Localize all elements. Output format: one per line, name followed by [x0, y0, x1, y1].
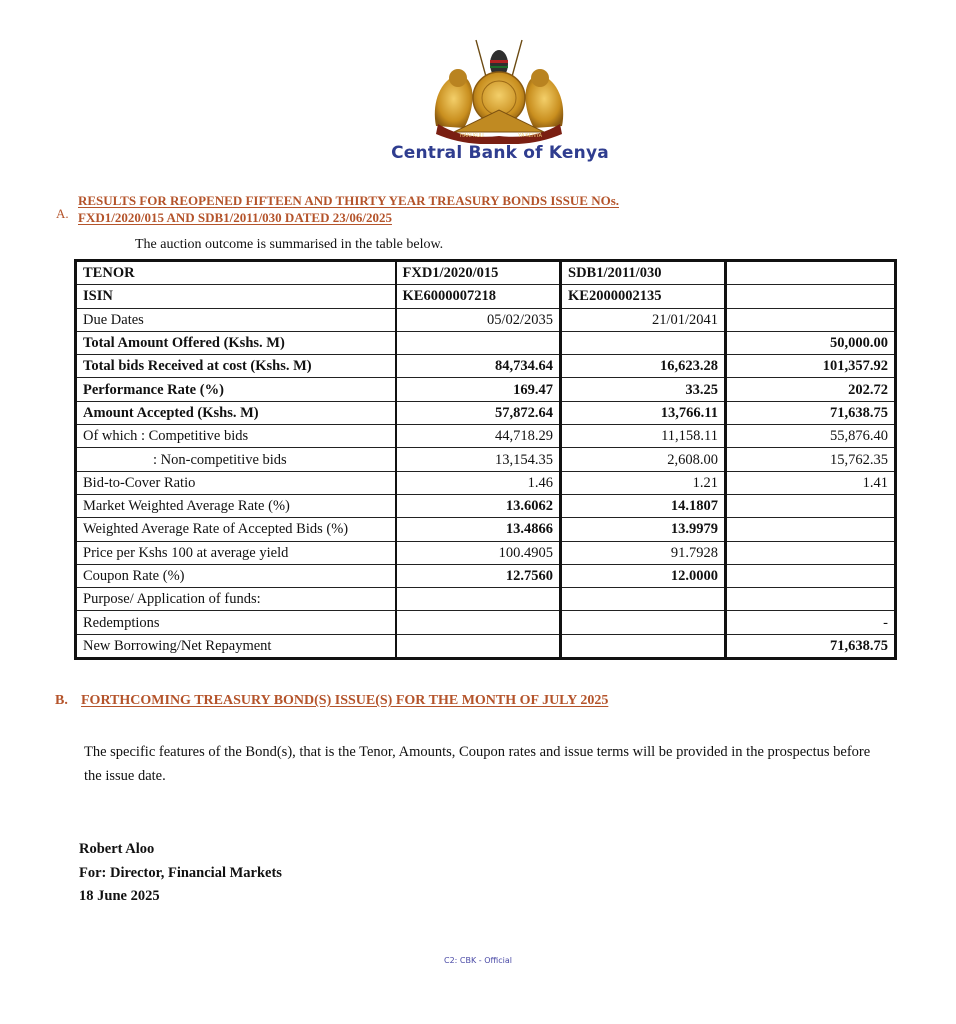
signatory-name: Robert Aloo — [79, 841, 155, 857]
value-cell-c2: 13,766.11 — [561, 401, 726, 424]
table-row — [76, 634, 896, 658]
value-cell-c3: 50,000.00 — [726, 331, 896, 354]
value-cell-c2: 2,608.00 — [561, 448, 726, 471]
signatory-title: For: Director, Financial Markets — [79, 864, 282, 881]
row-label-cell: New Borrowing/Net Repayment — [76, 634, 396, 658]
crest-motto-right-text: YA KENYA — [518, 133, 542, 139]
value-cell-c2: 11,158.11 — [561, 425, 726, 448]
value-cell-c3 — [726, 308, 896, 331]
table-row — [76, 355, 896, 378]
value-cell-c2: 12.0000 — [561, 564, 726, 587]
value-cell-c1: FXD1/2020/015 — [396, 261, 561, 285]
value-cell-c3 — [726, 564, 896, 587]
crest-motto-left-text: HAKI KUU — [460, 133, 484, 139]
value-cell-c1: 05/02/2035 — [396, 308, 561, 331]
section-a-letter: A. — [56, 206, 69, 221]
value-cell-c2: 33.25 — [561, 378, 726, 401]
value-cell-c2: 91.7928 — [561, 541, 726, 564]
value-cell-c1: 13.4866 — [396, 518, 561, 541]
value-cell-c1: 169.47 — [396, 378, 561, 401]
section-b-title: FORTHCOMING TREASURY BOND(S) ISSUE(S) FOR THE MONTH OF JULY 2025 — [81, 693, 609, 708]
value-cell-c2 — [561, 611, 726, 634]
row-label-cell: Price per Kshs 100 at average yield — [76, 541, 396, 564]
value-cell-c3 — [726, 518, 896, 541]
row-label-cell: Weighted Average Rate of Accepted Bids (%) — [76, 518, 396, 541]
value-cell-c1 — [396, 331, 561, 354]
value-cell-c3 — [726, 261, 896, 285]
table-row — [76, 541, 896, 564]
value-cell-c3 — [726, 285, 896, 308]
value-cell-c3: 1.41 — [726, 471, 896, 494]
value-cell-c3: - — [726, 611, 896, 634]
row-label-cell: Performance Rate (%) — [76, 378, 396, 401]
section-a-title-line1: RESULTS FOR REOPENED FIFTEEN AND THIRTY YEAR TREASURY BONDS ISSUE NOs. — [78, 193, 619, 208]
table-row — [76, 518, 896, 541]
value-cell-c1: 1.46 — [396, 471, 561, 494]
row-label-cell: : Non-competitive bids — [76, 448, 396, 471]
value-cell-c2: 14.1807 — [561, 494, 726, 517]
value-cell-c2: 1.21 — [561, 471, 726, 494]
value-cell-c1: 12.7560 — [396, 564, 561, 587]
auction-results-table — [74, 259, 897, 660]
value-cell-c1 — [396, 588, 561, 611]
value-cell-c2 — [561, 588, 726, 611]
table-row — [76, 494, 896, 517]
value-cell-c2 — [561, 331, 726, 354]
bank-name: Central Bank of Kenya — [391, 143, 609, 163]
table-row — [76, 588, 896, 611]
table-row — [76, 564, 896, 587]
value-cell-c1: 44,718.29 — [396, 425, 561, 448]
table-row — [76, 401, 896, 424]
value-cell-c2 — [561, 634, 726, 658]
value-cell-c1: 13.6062 — [396, 494, 561, 517]
section-b-letter: B. — [55, 693, 68, 708]
row-label-cell: Purpose/ Application of funds: — [76, 588, 396, 611]
table-row — [76, 285, 896, 308]
table-row — [76, 448, 896, 471]
section-a-title-line2: FXD1/2020/015 AND SDB1/2011/030 DATED 23/06/2025 — [78, 210, 392, 225]
row-label-cell: Total bids Received at cost (Kshs. M) — [76, 355, 396, 378]
value-cell-c2: 21/01/2041 — [561, 308, 726, 331]
row-label-cell: Total Amount Offered (Kshs. M) — [76, 331, 396, 354]
section-a-title — [78, 192, 798, 226]
row-label-cell: Market Weighted Average Rate (%) — [76, 494, 396, 517]
row-label-cell: Amount Accepted (Kshs. M) — [76, 401, 396, 424]
table-intro-text: The auction outcome is summarised in the table below. — [135, 237, 444, 252]
table-row — [76, 611, 896, 634]
value-cell-c3 — [726, 588, 896, 611]
table-row — [76, 378, 896, 401]
row-label-cell: Of which : Competitive bids — [76, 425, 396, 448]
cbk-crest-logo — [424, 36, 574, 144]
value-cell-c1 — [396, 611, 561, 634]
value-cell-c3: 101,357.92 — [726, 355, 896, 378]
table-row — [76, 331, 896, 354]
table-row — [76, 308, 896, 331]
value-cell-c3: 202.72 — [726, 378, 896, 401]
table-row — [76, 471, 896, 494]
signature-block — [79, 838, 282, 909]
table-row — [76, 425, 896, 448]
value-cell-c2: KE2000002135 — [561, 285, 726, 308]
section-b-paragraph: The specific features of the Bond(s), that is the Tenor, Amounts, Coupon rates and issue terms will be provided in the prospectus before the issue date. — [84, 744, 871, 784]
value-cell-c2: SDB1/2011/030 — [561, 261, 726, 285]
signature-date: 18 June 2025 — [79, 888, 160, 904]
value-cell-c3 — [726, 494, 896, 517]
table-row — [76, 261, 896, 285]
classification-footer: C2: CBK - Official — [444, 956, 512, 965]
value-cell-c1 — [396, 634, 561, 658]
value-cell-c1: 13,154.35 — [396, 448, 561, 471]
row-label-cell: TENOR — [76, 261, 396, 285]
row-label-cell: ISIN — [76, 285, 396, 308]
row-label-cell: Coupon Rate (%) — [76, 564, 396, 587]
value-cell-c3: 71,638.75 — [726, 634, 896, 658]
value-cell-c2: 16,623.28 — [561, 355, 726, 378]
value-cell-c1: 100.4905 — [396, 541, 561, 564]
value-cell-c3 — [726, 541, 896, 564]
value-cell-c1: KE6000007218 — [396, 285, 561, 308]
value-cell-c3: 15,762.35 — [726, 448, 896, 471]
value-cell-c3: 55,876.40 — [726, 425, 896, 448]
row-label-cell: Bid-to-Cover Ratio — [76, 471, 396, 494]
value-cell-c2: 13.9979 — [561, 518, 726, 541]
row-label-cell: Due Dates — [76, 308, 396, 331]
row-label-cell: Redemptions — [76, 611, 396, 634]
value-cell-c3: 71,638.75 — [726, 401, 896, 424]
value-cell-c1: 57,872.64 — [396, 401, 561, 424]
value-cell-c1: 84,734.64 — [396, 355, 561, 378]
